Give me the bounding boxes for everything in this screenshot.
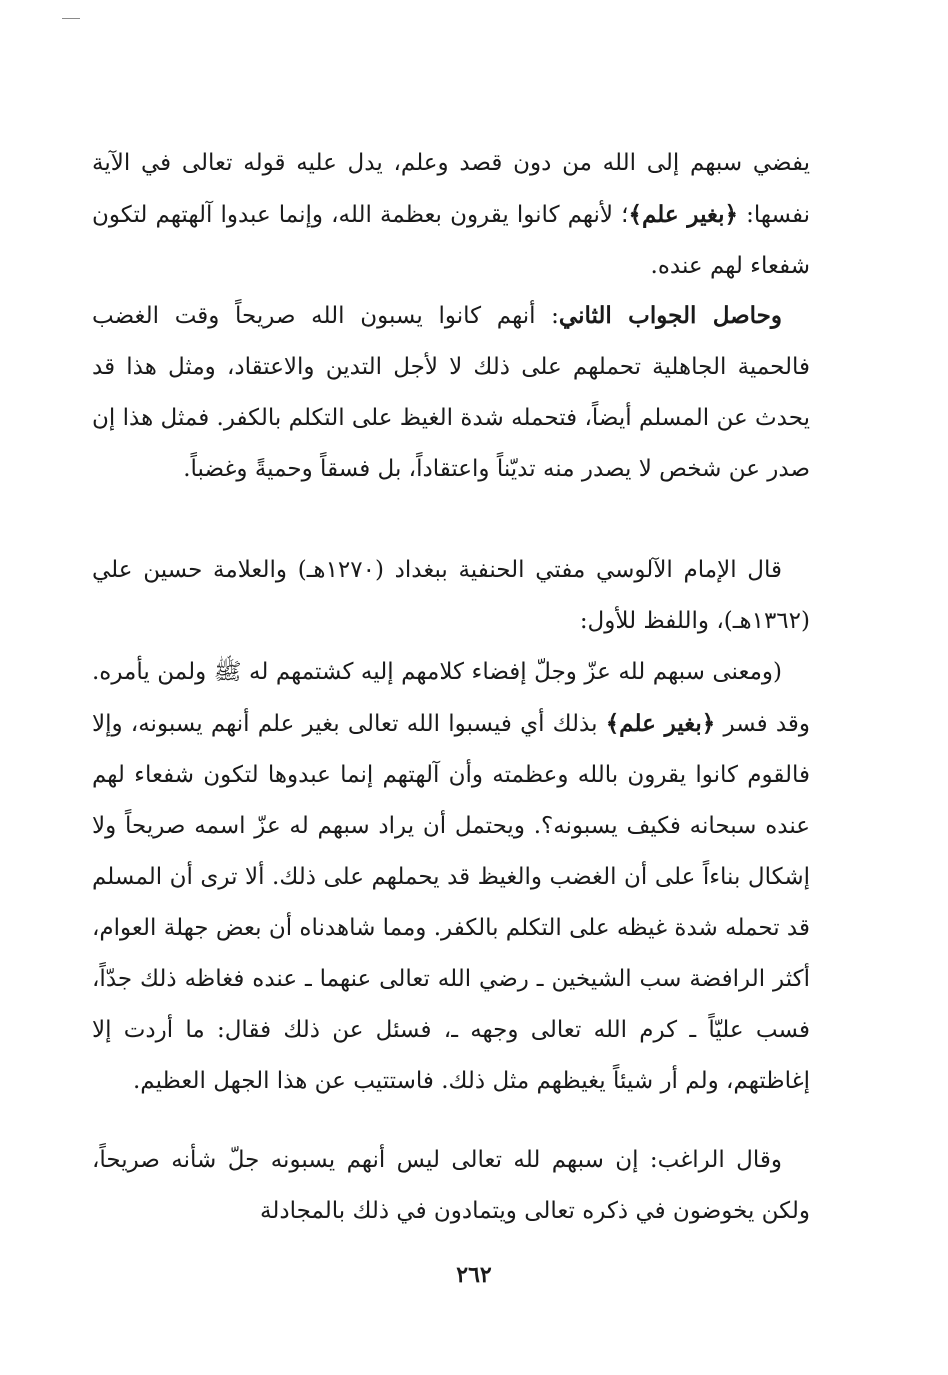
paragraph-2-body: : أنهم كانوا يسبون الله صريحاً وقت الغضب فالحمية الجاهلية تحملهم على ذلك لا لأجل التدين والاعتقاد، ومثل هذا قد يحدث عن المسلم أيضاً، فتحمله شدة الغيظ على التكلم بالكفر. فمثل هذا إن صدر عن شخص لا يصدر منه تديّناً واعتقاداً، بل فسقاً وحميةً وغضباً. [92, 303, 810, 482]
paragraph-4-quran-quote: ﴿بغير علم﴾ [605, 710, 716, 737]
paragraph-3-text [92, 545, 810, 647]
paragraph-5-body: وقال الراغب: إن سبهم لله تعالى ليس أنهم يسبونه جلّ شأنه صريحاً، ولكن يخوضون في ذكره تعالى ويتمادون في ذلك بالمجادلة [92, 1147, 810, 1224]
paragraph-4-part-1: (ومعنى سبهم لله عزّ وجلّ إفضاء كلامهم إليه كشتمهم له ﷺ ولمن يأمره. وقد فسر [92, 659, 811, 737]
paragraph-1-part-3: ؛ لأنهم كانوا يقرون بعظمة الله، وإنما عبدوا آلهتهم لتكون شفعاء لهم عنده. [92, 202, 810, 279]
paragraph-3 [92, 545, 810, 647]
corner-mark [62, 18, 80, 19]
paragraph-1 [92, 138, 810, 292]
paragraph-3-body: قال الإمام الآلوسي مفتي الحنفية ببغداد (١٢٧٠هـ) والعلامة حسين علي (١٣٦٢هـ)، واللفظ للأول: [92, 557, 810, 634]
paragraph-2 [92, 290, 810, 495]
paragraph-1-part-1: يفضي سبهم إلى الله من دون قصد وعلم، يدل عليه قوله تعالى في الآية نفسها: [92, 150, 811, 228]
paragraph-5 [92, 1135, 810, 1237]
paragraph-2-heading: وحاصل الجواب الثاني [558, 302, 782, 329]
page-number: ٢٦٢ [456, 1262, 492, 1288]
paragraph-4 [92, 647, 810, 1107]
paragraph-1-text [92, 138, 810, 292]
paragraph-2-text [92, 290, 810, 495]
paragraph-4-text [92, 647, 810, 1107]
paragraph-1-quran-quote: ﴿بغير علم﴾ [628, 201, 738, 228]
paragraph-5-text [92, 1135, 810, 1237]
paragraph-4-part-3: بذلك أي فيسبوا الله تعالى بغير علم أنهم يسبونه، وإلا فالقوم كانوا يقرون بالله وعظمته وأن آلهتهم إنما عبدوها لتكون شفعاء لهم عنده سبحانه فكيف يسبونه؟. ويحتمل أن يراد سبهم له عزّ اسمه صريحاً ولا إشكال بناءاً على أن الغضب والغيظ قد يحملهم على ذلك. ألا ترى أن المسلم قد تحمله شدة غيظه على التكلم بالكفر. ومما شاهدناه أن بعض جهلة العوام، أكثر الرافضة سب الشيخين ـ رضي الله تعالى عنهما ـ عنده فغاظه ذلك جدّاً، فسب عليّاً ـ كرم الله تعالى وجهه ـ، فسئل عن ذلك فقال: ما أردت إلا إغاظتهم، ولم أر شيئاً يغيظهم مثل ذلك. فاستتيب عن هذا الجهل العظيم. [92, 711, 810, 1094]
